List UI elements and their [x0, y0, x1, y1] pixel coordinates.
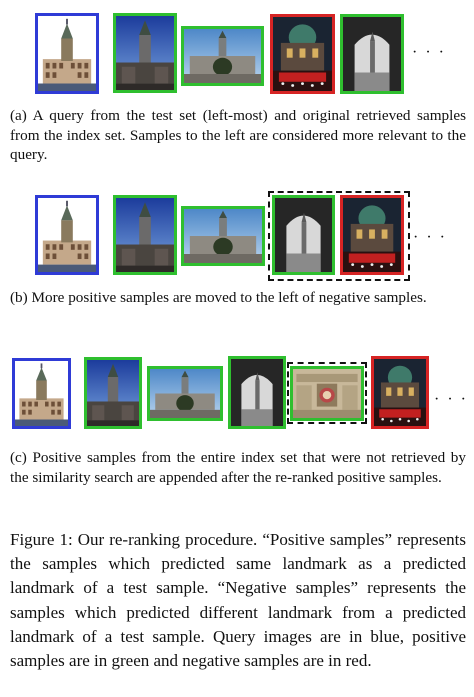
positive-sample-thumbnail [181, 26, 264, 86]
negative-sample-thumbnail [270, 14, 335, 94]
ellipsis: · · · [434, 391, 468, 408]
positive-sample-thumbnail [228, 356, 286, 429]
positive-sample-thumbnail [113, 195, 177, 275]
figure-caption: Figure 1: Our re-ranking procedure. “Positive samples” represents the samples which predicted same landmark as a predicted landmark of a test sample. “Negative samples” represents the samples which predicted different landmark from a predicted landmark of a test sample. Query images are in blue, positive samples are in green and negative samples are in red. [10, 530, 466, 671]
subcaption-a: (a) A query from the test set (left-most) and original retrieved samples from the index set. Samples to the left are considered more relevant to the query. [10, 107, 466, 163]
query-image-thumbnail [35, 195, 99, 275]
query-image-thumbnail [12, 358, 71, 429]
subcaption-c: (c) Positive samples from the entire index set that were not retrieved by the similarity search are appended after the re-ranked positive samples. [10, 449, 466, 486]
positive-sample-thumbnail [272, 195, 335, 275]
subcaption-b: (b) More positive samples are moved to the left of negative samples. [10, 289, 427, 306]
negative-sample-thumbnail [340, 195, 404, 275]
positive-sample-thumbnail [84, 357, 142, 429]
positive-sample-thumbnail [147, 366, 223, 421]
positive-sample-thumbnail [181, 206, 265, 266]
ellipsis: · · · [413, 229, 447, 246]
query-image-thumbnail [35, 13, 99, 94]
negative-sample-thumbnail [371, 356, 429, 429]
positive-sample-thumbnail [340, 14, 404, 94]
positive-sample-thumbnail [290, 366, 364, 421]
ellipsis: · · · [412, 44, 446, 61]
positive-sample-thumbnail [113, 13, 177, 93]
